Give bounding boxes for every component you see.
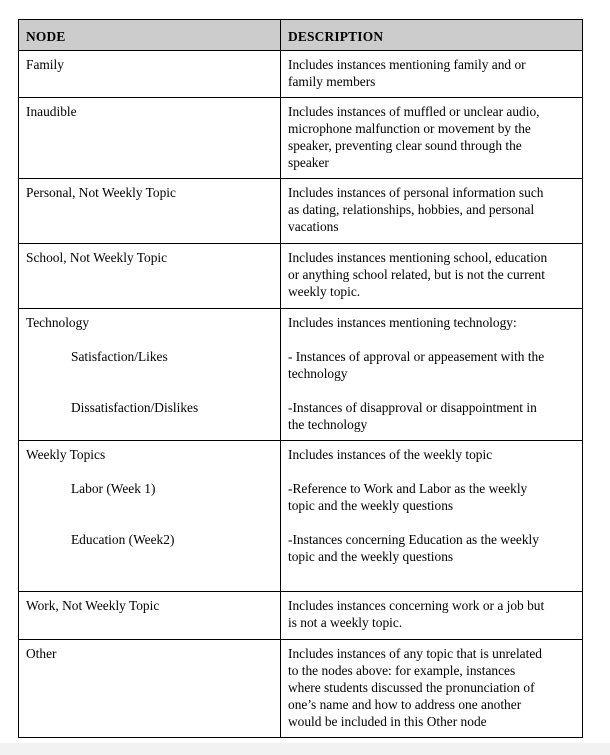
description-line: topic and the weekly questions — [288, 498, 454, 513]
sub-node-name: Dissatisfaction/Dislikes — [71, 400, 199, 415]
description-cell — [281, 592, 583, 640]
description-line: Includes instances of the weekly topic — [288, 447, 493, 462]
node-cell — [19, 51, 281, 98]
table-header-row — [19, 20, 583, 51]
node-column-header: NODE — [19, 20, 281, 51]
description-line: - Instances of approval or appeasement with the — [288, 349, 545, 364]
nodes-table — [18, 19, 583, 738]
table-row — [19, 309, 583, 441]
description-column-header: DESCRIPTION — [281, 20, 583, 51]
table-row — [19, 244, 583, 309]
description-line: one’s name and how to address one another — [288, 697, 522, 712]
description-line: where students discussed the pronunciation of — [288, 680, 535, 695]
description-line: Includes instances mentioning family and or — [288, 57, 526, 72]
description-cell — [281, 441, 583, 592]
node-cell — [19, 441, 281, 592]
description-line: Includes instances concerning work or a job but — [288, 598, 545, 613]
description-cell — [281, 179, 583, 244]
description-cell — [281, 640, 583, 738]
description-line: Includes instances mentioning school, education — [288, 250, 548, 265]
node-cell — [19, 640, 281, 738]
node-name: Family — [26, 57, 64, 72]
node-cell — [19, 98, 281, 179]
description-line: weekly topic. — [288, 284, 361, 299]
description-line: technology — [288, 366, 348, 381]
page-bottom-strip — [0, 743, 610, 755]
description-cell — [281, 244, 583, 309]
node-name: Work, Not Weekly Topic — [26, 598, 160, 613]
node-name: School, Not Weekly Topic — [26, 250, 168, 265]
table-row — [19, 179, 583, 244]
description-line: Includes instances mentioning technology: — [288, 315, 517, 330]
description-line: -Instances concerning Education as the weekly — [288, 532, 539, 547]
description-line: Includes instances of personal information such — [288, 185, 544, 200]
description-line: or anything school related, but is not the current — [288, 267, 545, 282]
description-cell — [281, 309, 583, 441]
node-cell — [19, 244, 281, 309]
description-line: as dating, relationships, hobbies, and personal — [288, 202, 535, 217]
node-name: Personal, Not Weekly Topic — [26, 185, 176, 200]
description-line: Includes instances of muffled or unclear audio, — [288, 104, 540, 119]
description-cell — [281, 51, 583, 98]
node-cell — [19, 592, 281, 640]
sub-node-name: Education (Week2) — [71, 532, 175, 547]
description-cell — [281, 98, 583, 179]
sub-node-name: Satisfaction/Likes — [71, 349, 168, 364]
description-line: Includes instances of any topic that is unrelated — [288, 646, 542, 661]
description-line: to the nodes above: for example, instances — [288, 663, 516, 678]
description-line: -Reference to Work and Labor as the weekly — [288, 481, 528, 496]
description-line: microphone malfunction or movement by the — [288, 121, 531, 136]
node-name: Inaudible — [26, 104, 77, 119]
sub-node-name: Labor (Week 1) — [71, 481, 156, 496]
description-line: speaker, preventing clear sound through the — [288, 138, 522, 153]
description-line: family members — [288, 74, 376, 89]
description-line: -Instances of disapproval or disappointment in — [288, 400, 537, 415]
description-line: would be included in this Other node — [288, 714, 487, 729]
node-name: Technology — [26, 315, 90, 330]
node-name: Other — [26, 646, 57, 661]
description-line: speaker — [288, 155, 329, 170]
description-line: vacations — [288, 219, 339, 234]
description-line: topic and the weekly questions — [288, 549, 454, 564]
table-row — [19, 98, 583, 179]
node-cell — [19, 309, 281, 441]
table-row — [19, 51, 583, 98]
table-row — [19, 640, 583, 738]
table-row — [19, 592, 583, 640]
node-name: Weekly Topics — [26, 447, 106, 462]
node-cell — [19, 179, 281, 244]
description-line: the technology — [288, 417, 368, 432]
table-row — [19, 441, 583, 592]
description-line: is not a weekly topic. — [288, 615, 403, 630]
